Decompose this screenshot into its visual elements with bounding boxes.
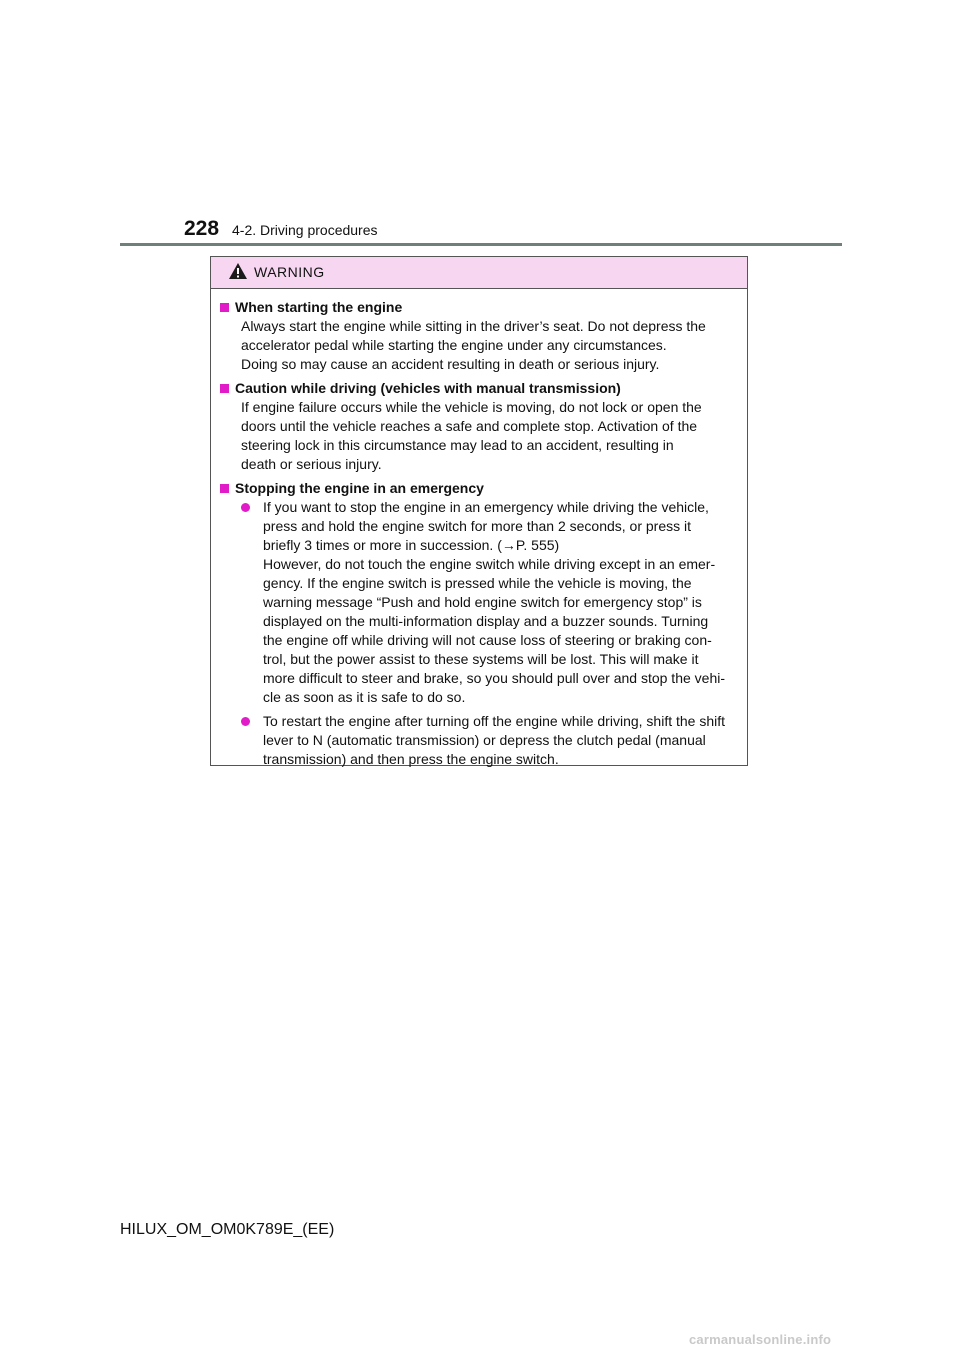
section-heading-text: Stopping the engine in an emergency xyxy=(235,480,484,496)
section-marker-icon xyxy=(220,384,229,393)
bullet-dot-icon xyxy=(241,717,250,726)
section-marker-icon xyxy=(220,484,229,493)
bullet-dot-icon xyxy=(241,503,250,512)
bullet-line: lever to N (automatic transmission) or depress the clutch pedal (manual xyxy=(263,732,706,748)
section-heading xyxy=(220,298,744,317)
body-line: steering lock in this circumstance may lead to an accident, resulting in xyxy=(241,437,674,453)
warning-section-starting xyxy=(220,298,744,374)
page-header xyxy=(120,214,842,248)
section-heading-text: When starting the engine xyxy=(235,299,403,315)
body-line: Doing so may cause an accident resulting in death or serious injury. xyxy=(241,356,660,372)
section-body xyxy=(241,317,744,374)
section-heading-text: Caution while driving (vehicles with manual transmission) xyxy=(235,380,621,396)
bullet-line: However, do not touch the engine switch while driving except in an emer- xyxy=(263,556,716,572)
section-heading xyxy=(220,379,744,398)
bullet-line: gency. If the engine switch is pressed while the vehicle is moving, the xyxy=(263,575,692,591)
warning-label: WARNING xyxy=(254,264,325,280)
section-title: 4-2. Driving procedures xyxy=(232,222,378,238)
bullet-line: trol, but the power assist to these systems will be lost. This will make it xyxy=(263,651,699,667)
bullet-text xyxy=(263,498,744,707)
warning-header xyxy=(211,257,747,289)
bullet-line: warning message “Push and hold engine switch for emergency stop” is xyxy=(263,594,702,610)
bullet-line: cle as soon as it is safe to do so. xyxy=(263,689,466,705)
bullet-line: press and hold the engine switch for more than 2 seconds, or press it xyxy=(263,518,692,534)
watermark: carmanualsonline.info xyxy=(689,1332,832,1347)
section-body xyxy=(241,398,744,474)
body-line: accelerator pedal while starting the engine under any circumstances. xyxy=(241,337,667,353)
bullet-line: the engine off while driving will not cause loss of steering or braking con- xyxy=(263,632,712,648)
bullet-line: transmission) and then press the engine switch. xyxy=(263,751,559,767)
body-line: doors until the vehicle reaches a safe and complete stop. Activation of the xyxy=(241,418,698,434)
warning-section-emergency xyxy=(220,479,744,769)
bullet-line: briefly 3 times or more in succession. (→P. 555) xyxy=(263,537,560,553)
section-heading xyxy=(220,479,744,498)
section-marker-icon xyxy=(220,303,229,312)
page-number: 228 xyxy=(184,217,220,240)
body-line: Always start the engine while sitting in the driver’s seat. Do not depress the xyxy=(241,318,706,334)
warning-content xyxy=(220,298,744,774)
header-rule xyxy=(120,243,842,246)
bullet-item xyxy=(241,712,744,769)
bullet-text xyxy=(263,712,744,769)
document-code: HILUX_OM_OM0K789E_(EE) xyxy=(120,1221,335,1238)
bullet-line: If you want to stop the engine in an emergency while driving the vehicle, xyxy=(263,499,709,515)
bullet-line: more difficult to steer and brake, so you should pull over and stop the vehi- xyxy=(263,670,726,686)
bullet-item xyxy=(241,498,744,707)
body-line: If engine failure occurs while the vehicle is moving, do not lock or open the xyxy=(241,399,702,415)
warning-section-caution xyxy=(220,379,744,474)
body-line: death or serious injury. xyxy=(241,456,382,472)
warning-triangle-icon xyxy=(228,262,248,280)
bullet-line: To restart the engine after turning off the engine while driving, shift the shift xyxy=(263,713,726,729)
warning-box xyxy=(210,256,748,766)
bullet-line: displayed on the multi-information display and a buzzer sounds. Turning xyxy=(263,613,709,629)
